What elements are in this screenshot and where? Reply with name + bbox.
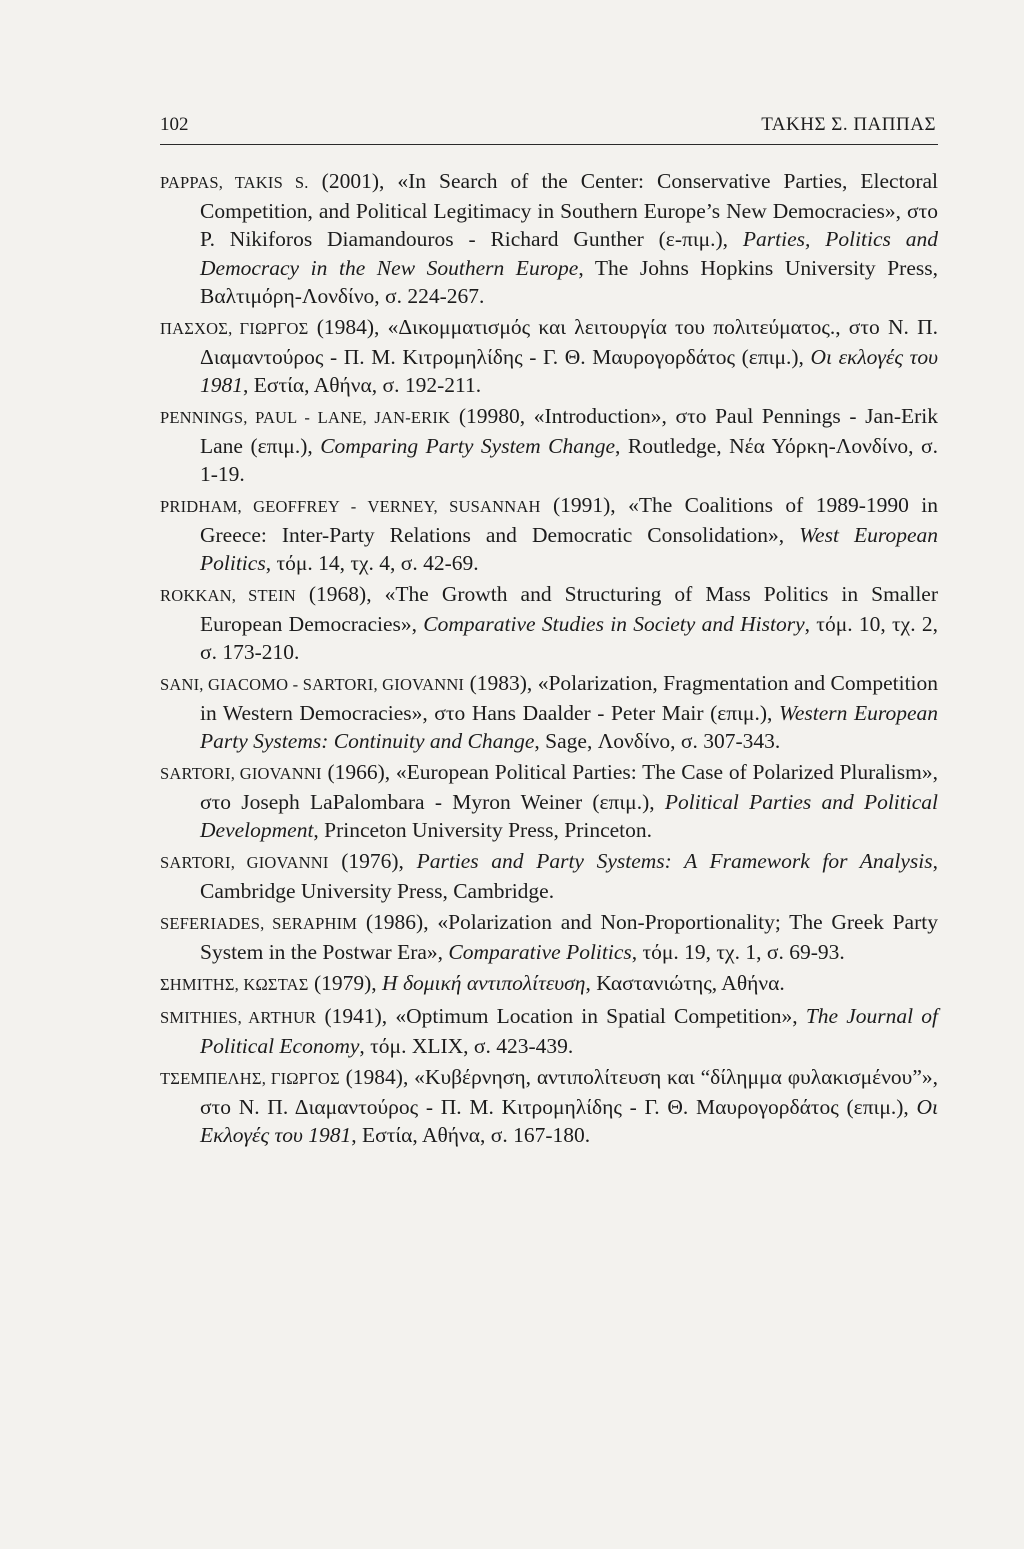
reference-entry	[160, 402, 938, 489]
reference-entry	[160, 313, 938, 400]
reference-author: PENNINGS, PAUL - LANE, JAN-ERIK	[160, 407, 451, 427]
reference-text: (1983), «Polarization, Fragmentation and Competition in Western Democracies», στο Hans Daalder - Peter Mair (επιμ.),	[200, 670, 939, 726]
reference-text: (1966), «European Political Parties: The Case of Polarized Pluralism», στο Joseph LaPalombara - Myron Weiner (επιμ.),	[200, 760, 939, 815]
reference-text: , τόμ. 10, τχ. 2, σ. 173-210.	[200, 612, 939, 665]
reference-text: , Princeton University Press, Princeton.	[313, 818, 653, 843]
reference-text: , The Johns Hopkins University Press, Βαλτιμόρη-Λονδίνο, σ. 224-267.	[200, 255, 938, 308]
reference-text: , τόμ. XLIX, σ. 423-439.	[359, 1033, 574, 1058]
reference-text: , τόμ. 14, τχ. 4, σ. 42-69.	[265, 551, 479, 576]
reference-entry	[160, 167, 938, 310]
reference-title: Political Parties and Political Development	[200, 790, 938, 843]
reference-title: Οι εκλογές του 1981	[200, 344, 938, 397]
reference-title: Western European Party Systems: Continuity and Change	[200, 701, 938, 754]
reference-text: (1991), «The Coalitions of 1989-1990 in Greece: Inter-Party Relations and Democratic Consolidation»,	[200, 492, 938, 547]
reference-author: SARTORI, GIOVANNI	[160, 764, 322, 784]
reference-text: , Sage, Λονδίνο, σ. 307-343.	[534, 729, 781, 754]
running-head: ΤΑΚΗΣ Σ. ΠΑΠΠΑΣ	[761, 114, 936, 135]
reference-entry	[160, 969, 938, 999]
reference-author: ΣΗΜΙΤΗΣ, ΚΩΣΤΑΣ	[160, 974, 309, 994]
reference-author: SMITHIES, ARTHUR	[160, 1007, 317, 1027]
reference-text: , τόμ. 19, τχ. 1, σ. 69-93.	[631, 940, 845, 965]
reference-text: (1984), «Δικομματισμός και λειτουργία του πολιτεύματος., στο Ν. Π. Διαμαντούρος - Π. Μ. Κιτρομηλίδης - Γ. Θ. Μαυρογορδάτος (επιμ.),	[200, 314, 938, 369]
reference-title: Parties and Party Systems: A Framework for Analysis	[416, 849, 933, 874]
reference-text: (2001), «In Search of the Center: Conservative Parties, Electoral Competition, and Political Legitimacy in Southern Europe’s New Democracies», στο P. Nikiforos Diamandouros - Richard Gunther (ε-πιμ.),	[200, 169, 938, 252]
reference-text: (1986), «Polarization and Non-Proportionality; The Greek Party System in the Postwar Era»,	[200, 910, 938, 965]
reference-title: Η δομική αντιπολίτευση	[382, 970, 586, 995]
reference-author: SANI, GIACOMO - SARTORI, GIOVANNI	[160, 674, 465, 694]
reference-text: , Cambridge University Press, Cambridge.	[200, 849, 938, 904]
reference-author: ΤΣΕΜΠΕΛΗΣ, ΓΙΩΡΓΟΣ	[160, 1068, 340, 1088]
reference-text: (1979),	[308, 970, 383, 995]
reference-text: , Εστία, Αθήνα, σ. 167-180.	[351, 1123, 591, 1147]
reference-text: (1941), «Optimum Location in Spatial Competition»,	[316, 1003, 806, 1028]
page-header	[160, 112, 938, 145]
reference-title: Comparative Studies in Society and History	[423, 612, 805, 637]
reference-entry	[160, 491, 938, 578]
reference-entry	[160, 758, 938, 845]
reference-title: Comparative Politics	[448, 940, 632, 965]
reference-text: , Εστία, Αθήνα, σ. 192-211.	[243, 372, 482, 397]
reference-entry	[160, 669, 938, 756]
reference-author: ΠΑΣΧΟΣ, ΓΙΩΡΓΟΣ	[160, 318, 309, 338]
reference-text: , Routledge, Νέα Υόρκη-Λονδίνο, σ. 1-19.	[200, 433, 939, 487]
reference-text: (1984), «Κυβέρνηση, αντιπολίτευση και “δίλημμα φυλακισμένου”», στο Ν. Π. Διαμαντούρος - Π. Μ. Κιτρομηλίδης - Γ. Θ. Μαυρογορδάτος (επιμ.),	[200, 1064, 938, 1119]
reference-text: (1976),	[328, 849, 417, 874]
reference-text: , Καστανιώτης, Αθήνα.	[585, 970, 785, 995]
reference-author: PAPPAS, TAKIS S.	[160, 173, 309, 192]
reference-entry	[160, 1063, 938, 1150]
reference-author: ROKKAN, STEIN	[160, 585, 296, 605]
reference-title: West European Politics	[200, 522, 938, 576]
reference-title: The Journal of Political Economy	[200, 1003, 939, 1058]
reference-author: SARTORI, GIOVANNI	[160, 853, 329, 873]
reference-title: Parties, Politics and Democracy in the New Southern Europe	[200, 227, 938, 280]
reference-entry	[160, 1002, 938, 1060]
reference-text: (19980, «Introduction», στο Paul Pennings - Jan-Erik Lane (επιμ.),	[200, 403, 938, 458]
bibliography-list	[160, 167, 938, 1152]
reference-title: Οι Εκλογές του 1981	[200, 1094, 938, 1147]
reference-author: SEFERIADES, SERAPHIM	[160, 914, 358, 934]
reference-text: (1968), «The Growth and Structuring of Mass Politics in Smaller European Democracies»,	[200, 581, 938, 637]
page-number: 102	[160, 114, 189, 135]
reference-entry	[160, 847, 938, 905]
reference-entry	[160, 580, 938, 667]
reference-title: Comparing Party System Change	[320, 433, 616, 458]
reference-entry	[160, 908, 938, 966]
reference-author: PRIDHAM, GEOFFREY - VERNEY, SUSANNAH	[160, 496, 541, 516]
